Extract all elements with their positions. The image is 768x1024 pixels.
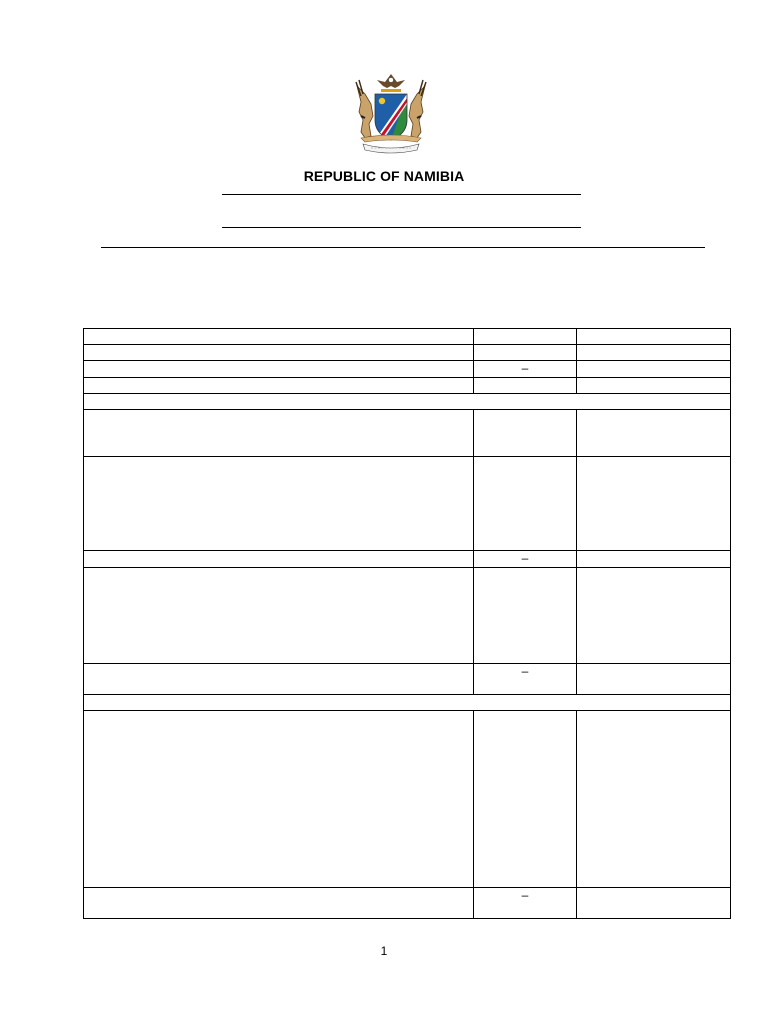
table-cell-amount[interactable] xyxy=(474,378,577,394)
table-row xyxy=(84,410,731,457)
table-cell-remarks[interactable] xyxy=(577,664,731,695)
table-cell-remarks[interactable] xyxy=(577,361,731,378)
table-cell-description[interactable] xyxy=(84,888,474,919)
table-cell-description[interactable] xyxy=(84,551,474,568)
table-row xyxy=(84,664,731,695)
table-row xyxy=(84,378,731,394)
table-cell-description[interactable] xyxy=(84,378,474,394)
page-number: 1 xyxy=(380,944,388,958)
table-cell-amount[interactable] xyxy=(474,345,577,361)
table-row xyxy=(84,457,731,551)
table-cell-section[interactable] xyxy=(84,695,731,711)
table-cell-amount[interactable]: – xyxy=(474,664,577,695)
table-cell-remarks[interactable] xyxy=(577,568,731,664)
table-cell-remarks[interactable] xyxy=(577,457,731,551)
table-cell-description[interactable] xyxy=(84,410,474,457)
table-cell-section[interactable] xyxy=(84,394,731,410)
form-table xyxy=(83,328,731,919)
table-cell-amount[interactable]: – xyxy=(474,888,577,919)
table-row xyxy=(84,568,731,664)
table-cell-remarks[interactable] xyxy=(577,551,731,568)
table-cell-amount[interactable] xyxy=(474,457,577,551)
table-cell-remarks[interactable] xyxy=(577,329,731,345)
table-cell-description[interactable] xyxy=(84,345,474,361)
table-row xyxy=(84,345,731,361)
table-cell-description[interactable] xyxy=(84,457,474,551)
table-cell-remarks[interactable] xyxy=(577,888,731,919)
table-cell-remarks[interactable] xyxy=(577,378,731,394)
table-row xyxy=(84,551,731,568)
table-row xyxy=(84,888,731,919)
table-row xyxy=(84,329,731,345)
namibia-coat-of-arms-icon xyxy=(351,72,431,156)
table-section-row xyxy=(84,695,731,711)
table-cell-remarks[interactable] xyxy=(577,410,731,457)
table-cell-amount[interactable] xyxy=(474,410,577,457)
table-cell-amount[interactable] xyxy=(474,711,577,888)
table-cell-description[interactable] xyxy=(84,361,474,378)
table-cell-amount[interactable] xyxy=(474,329,577,345)
table-cell-amount[interactable]: – xyxy=(474,361,577,378)
table-cell-remarks[interactable] xyxy=(577,711,731,888)
table-cell-amount[interactable]: – xyxy=(474,551,577,568)
table-cell-description[interactable] xyxy=(84,664,474,695)
table-cell-description[interactable] xyxy=(84,329,474,345)
table-cell-remarks[interactable] xyxy=(577,345,731,361)
table-cell-description[interactable] xyxy=(84,568,474,664)
section-divider xyxy=(101,247,705,248)
page-title: REPUBLIC OF NAMIBIA xyxy=(303,168,465,184)
table-row xyxy=(84,361,731,378)
title-underline-1 xyxy=(222,194,581,195)
table-section-row xyxy=(84,394,731,410)
table-cell-amount[interactable] xyxy=(474,568,577,664)
table-row xyxy=(84,711,731,888)
table-cell-description[interactable] xyxy=(84,711,474,888)
title-underline-2 xyxy=(222,227,581,228)
